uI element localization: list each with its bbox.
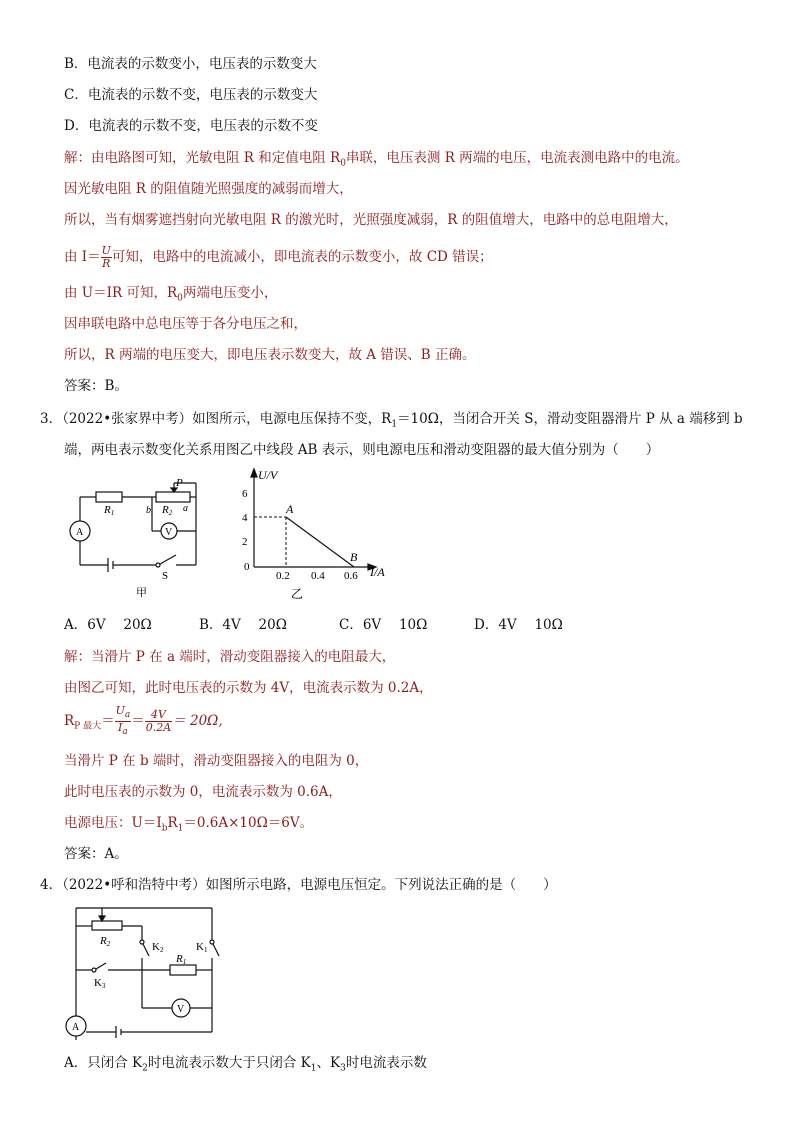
answer-line: 答案：A。 <box>64 846 128 862</box>
option-b: B．电流表的示数变小，电压表的示数变大 <box>64 56 317 72</box>
y-tick: 6 <box>242 488 248 500</box>
circuit-diagram-jia <box>60 475 210 605</box>
y-axis-label: U/V <box>258 468 278 482</box>
x-tick: 0.2 <box>276 570 290 582</box>
x-axis-label: I/A <box>370 565 385 579</box>
solution-line: 由 U＝IR 可知，$R_0$两端电压变小， <box>64 285 278 304</box>
fraction: $\frac{U_a}{I_a}$ <box>115 703 131 738</box>
solution-line: 因光敏电阻 R 的阻值随光照强度的减弱而增大， <box>64 181 353 197</box>
ammeter-label: A <box>72 1022 80 1033</box>
solution-line: 电源电压：$U=I_bR_1=0.6A\times 10\Omega=6V$。 <box>64 815 314 834</box>
switch-label: S <box>162 570 169 582</box>
voltmeter-label: V <box>165 527 173 538</box>
point-a-label: A <box>286 502 294 516</box>
fraction: $\frac{U}{R}$ <box>101 244 111 270</box>
solution-formula: $R_{P 最大}=$ $\frac{U_a}{I_a}$ ＝ $\frac{4V}{0.2A}$ ＝ 20Ω, <box>64 703 223 738</box>
solution-line: 此时电压表的示数为 0，电流表示数为 0.6A， <box>64 784 342 800</box>
y-tick: 0 <box>244 561 250 573</box>
graph-yi <box>236 465 406 605</box>
solution-line: 由图乙可知，此时电压表的示数为 4V，电流表示数为 0.2A， <box>64 680 433 696</box>
label-p: P <box>176 477 183 489</box>
figure-caption-yi: 乙 <box>291 587 304 601</box>
y-tick: 4 <box>242 512 248 524</box>
option-a: A．6V 20Ω <box>64 617 152 633</box>
label-r1: R1 <box>176 953 187 966</box>
ammeter-label: A <box>76 527 84 538</box>
voltmeter-label: V <box>177 1004 185 1015</box>
fraction: $\frac{4V}{0.2A}$ <box>145 708 172 734</box>
point-b-label: B <box>350 550 358 564</box>
solution-line: 当滑片 P 在 b 端时，滑动变阻器接入的电阻为 0， <box>64 753 369 769</box>
y-tick: 2 <box>242 536 248 548</box>
label-r1: R1 <box>104 504 115 517</box>
x-tick: 0.6 <box>344 570 358 582</box>
circuit-diagram-q4 <box>62 900 232 1040</box>
label-a: a <box>183 503 188 514</box>
answer-line: 答案：B。 <box>64 378 128 394</box>
question-4-option-a: A．只闭合 $K_2$时电流表示数大于只闭合 $K_1$、$K_3$时电流表示数 <box>64 1055 427 1074</box>
question-4-stem: 4．（2022•呼和浩特中考）如图所示电路，电源电压恒定。下列说法正确的是（ ） <box>40 877 557 893</box>
option-c: C．6V 10Ω <box>339 617 428 633</box>
question-3-stem: 3．（2022•张家界中考）如图所示，电源电压保持不变，$R_1=10\Omega$，当闭合开关 S，滑动变阻器滑片 P 从 a 端移到 b <box>40 411 743 430</box>
label-k1: K1 <box>196 941 208 954</box>
solution-line: 所以，当有烟雾遮挡射向光敏电阻 R 的激光时，光照强度减弱，R 的阻值增大，电路中的总电阻增大， <box>64 212 678 228</box>
question-3-stem-2: 端，两电表示数变化关系用图乙中线段 AB 表示，则电源电压和滑动变阻器的最大值分别为（ ） <box>64 442 660 458</box>
solution-line: 解：当滑片 P 在 a 端时，滑动变阻器接入的电阻最大， <box>64 649 396 665</box>
label-b: b <box>146 505 151 516</box>
solution-line: 因串联电路中总电压等于各分电压之和， <box>64 316 307 332</box>
option-c: C．电流表的示数不变，电压表的示数变大 <box>64 87 318 103</box>
option-d: D．电流表的示数不变，电压表的示数不变 <box>64 118 318 134</box>
label-k3: K3 <box>94 977 106 990</box>
label-r2: R2 <box>100 935 111 948</box>
solution-line: 所以，R 两端的电压变大，即电压表示数变大，故 A 错误、B 正确。 <box>64 347 476 363</box>
solution-line: 解：由电路图可知，光敏电阻 R 和定值电阻 $R_0$串联，电压表测 R 两端的电压，电流表测电路中的电流。 <box>64 150 689 169</box>
label-r2: R2 <box>162 504 173 517</box>
label-k2: K2 <box>152 941 164 954</box>
x-tick: 0.4 <box>311 570 325 582</box>
question-3-options <box>64 616 563 634</box>
solution-line: 由 I＝ $\frac{U}{R}$ 可知，电路中的电流减小，即电流表的示数变小，故 CD 错误； <box>64 244 493 270</box>
figure-caption-jia: 甲 <box>136 587 147 599</box>
option-b: B．4V 20Ω <box>199 617 287 633</box>
option-d: D．4V 10Ω <box>474 617 563 633</box>
